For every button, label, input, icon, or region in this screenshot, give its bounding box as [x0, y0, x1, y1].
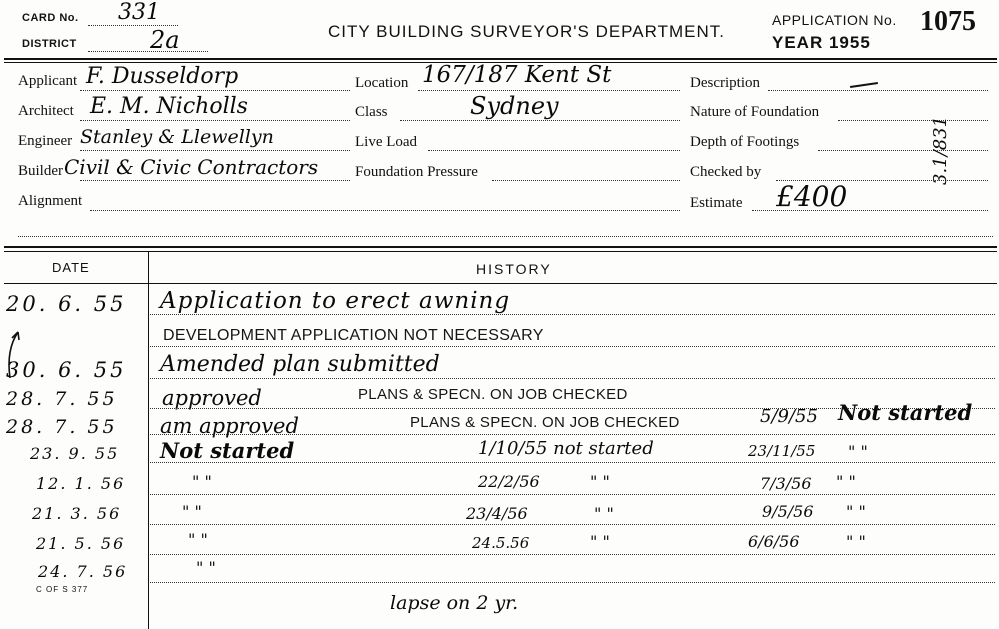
header-rule	[4, 58, 997, 60]
history-date-2: 30. 6. 55	[6, 358, 127, 382]
history-note-4-text: Not started	[838, 400, 973, 425]
lapse-note: lapse on 2 yr.	[390, 592, 519, 614]
history-entry-1: Application to erect awning	[160, 288, 511, 314]
application-no-value: 1075	[920, 6, 976, 37]
application-no-label: APPLICATION No.	[772, 12, 897, 28]
history-date-4: 28. 7. 55	[6, 416, 118, 438]
date-column-header: DATE	[52, 260, 90, 275]
applicant-value: F. Dusseldorp	[86, 64, 239, 89]
department-title: CITY BUILDING SURVEYOR'S DEPARTMENT.	[328, 22, 725, 41]
plans-checked-stamp-1: PLANS & SPECN. ON JOB CHECKED	[358, 386, 628, 403]
history-entry-6: " "	[192, 472, 212, 491]
foundation-pressure-line	[492, 180, 680, 181]
form-code: C OF S 377	[36, 585, 89, 594]
district-line	[88, 51, 208, 52]
history-line-2	[150, 346, 995, 347]
card-no-label: CARD No.	[22, 12, 79, 24]
depth-of-footings-line	[818, 150, 988, 151]
details-rule-thin	[4, 251, 997, 252]
history-line-5	[150, 434, 995, 435]
history-note-6a-date: 22/2/56	[478, 472, 540, 491]
history-entry-9: " "	[196, 558, 216, 577]
class-label: Class	[355, 104, 388, 120]
estimate-label: Estimate	[690, 195, 743, 211]
class-line	[400, 120, 680, 121]
depth-of-footings-label: Depth of Footings	[690, 134, 800, 150]
development-stamp: DEVELOPMENT APPLICATION NOT NECESSARY	[163, 327, 544, 344]
history-note-6b-marks: " "	[836, 472, 856, 491]
history-date-3: 28. 7. 55	[6, 388, 118, 410]
history-entry-3: approved	[162, 386, 262, 410]
history-note-4-date: 5/9/55	[760, 406, 818, 427]
history-note-8a-marks: " "	[590, 532, 610, 551]
history-note-7b-date: 9/5/56	[762, 502, 814, 521]
history-note-5a: 1/10/55 not started	[478, 438, 654, 459]
history-line-3	[150, 378, 995, 379]
history-line-9	[150, 554, 995, 555]
history-column-header: HISTORY	[476, 261, 552, 277]
nature-of-foundation-line	[838, 120, 988, 121]
history-date-9: 24. 7. 56	[38, 562, 128, 581]
details-rule	[4, 246, 997, 248]
history-date-7: 21. 3. 56	[32, 504, 122, 523]
district-value: 2a	[150, 26, 180, 54]
plans-checked-stamp-2: PLANS & SPECN. ON JOB CHECKED	[410, 414, 680, 431]
history-entry-2: Amended plan submitted	[160, 352, 440, 377]
foundation-pressure-label: Foundation Pressure	[355, 164, 478, 180]
history-note-7a-date: 23/4/56	[466, 504, 528, 523]
architect-line	[80, 120, 350, 121]
engineer-line	[80, 150, 350, 151]
checked-by-label: Checked by	[690, 164, 762, 180]
history-note-5b-marks: " "	[848, 442, 868, 461]
class-value: Sydney	[470, 92, 559, 120]
nature-of-foundation-label: Nature of Foundation	[690, 104, 820, 120]
history-entry-5: Not started	[160, 438, 295, 463]
alignment-line	[90, 210, 680, 211]
live-load-line	[428, 150, 680, 151]
builder-label: Builder	[18, 163, 63, 179]
estimate-value: £400	[776, 180, 848, 213]
alignment-label: Alignment	[18, 193, 83, 209]
history-divider	[148, 252, 149, 629]
builder-line	[80, 180, 350, 181]
history-note-5b-date: 23/11/55	[748, 442, 816, 460]
live-load-label: Live Load	[355, 134, 418, 150]
architect-value: E. M. Nicholls	[90, 94, 248, 119]
history-entry-8: " "	[188, 530, 208, 549]
history-line-10	[150, 582, 995, 583]
history-note-8b-marks: " "	[846, 532, 866, 551]
history-line-7	[150, 494, 995, 495]
applicant-label: Applicant	[18, 73, 78, 89]
district-label: DISTRICT	[22, 38, 77, 50]
location-value: 167/187 Kent St	[422, 62, 612, 88]
engineer-value: Stanley & Llewellyn	[80, 126, 274, 148]
description-line	[768, 90, 988, 91]
blank-line	[18, 236, 993, 237]
card-no-value: 331	[118, 0, 160, 25]
side-note: 3.1/831	[930, 115, 951, 185]
history-note-6a-marks: " "	[590, 472, 610, 491]
description-dash	[850, 82, 878, 88]
history-date-6: 12. 1. 56	[36, 474, 126, 493]
history-note-7a-marks: " "	[594, 504, 614, 523]
history-note-7b-marks: " "	[846, 502, 866, 521]
location-line	[418, 90, 680, 91]
history-date-8: 21. 5. 56	[36, 534, 126, 553]
history-date-5: 23. 9. 55	[30, 444, 120, 463]
history-header-rule	[4, 283, 997, 284]
history-entry-4: am approved	[160, 414, 299, 438]
year-label: YEAR 1955	[772, 33, 871, 52]
applicant-line	[80, 90, 350, 91]
builder-value: Civil & Civic Contractors	[64, 155, 319, 179]
location-label: Location	[355, 75, 409, 91]
history-line-6	[150, 462, 995, 463]
history-date-1: 20. 6. 55	[6, 292, 127, 316]
history-line-1	[150, 314, 995, 315]
engineer-label: Engineer	[18, 133, 73, 149]
history-note-8a-date: 24.5.56	[472, 534, 530, 552]
history-line-8	[150, 524, 995, 525]
architect-label: Architect	[18, 103, 74, 119]
history-note-8b-date: 6/6/56	[748, 532, 800, 551]
history-note-6b-date: 7/3/56	[760, 474, 812, 493]
description-label: Description	[690, 75, 760, 91]
history-entry-7: " "	[182, 502, 202, 521]
